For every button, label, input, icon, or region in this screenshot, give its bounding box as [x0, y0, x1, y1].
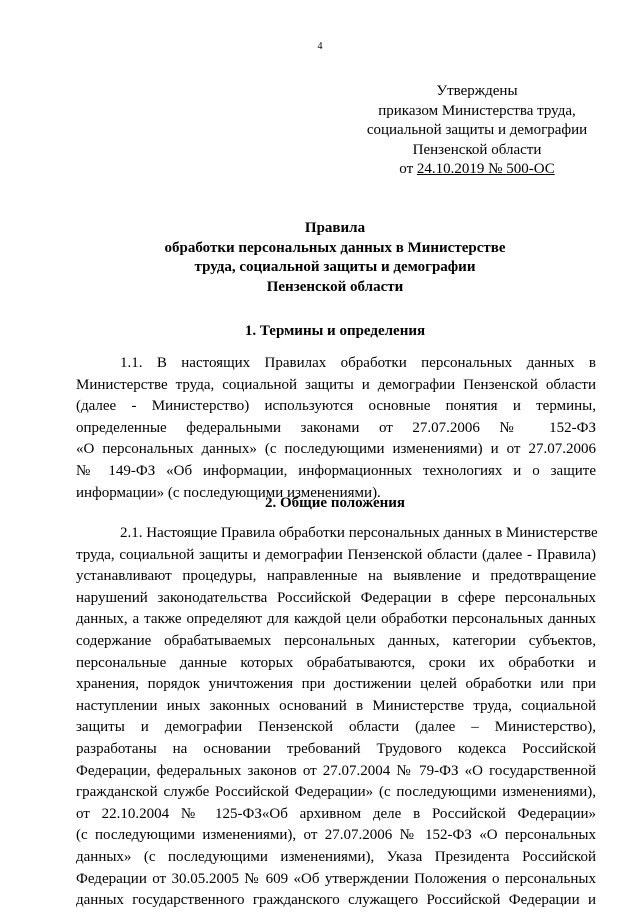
approval-date-prefix: от	[399, 161, 417, 177]
paragraph-line: Федерации, федеральных законов от 27.07.2004 № 79-ФЗ «О государственной	[76, 762, 596, 779]
paragraph-line: № 149-ФЗ «Об информации, информационных технологиях и о защите	[76, 462, 596, 479]
paragraph-line: от 22.10.2004 № 125-ФЗ«Об архивном деле в Российской Федерации»	[76, 805, 596, 822]
approval-number: 500-ОС	[506, 161, 555, 177]
paragraph-line: данных» (с последующими изменениями), Указа Президента Российской	[76, 848, 596, 865]
paragraph-line: устанавливают процедуры, направленные на выявление и предотвращение	[76, 568, 596, 585]
page-number: 4	[317, 41, 323, 52]
title-line: Правила	[304, 220, 366, 236]
paragraph-line: наступлении иных законных оснований в Министерстве труда, социальной	[76, 697, 596, 714]
approval-line: социальной защиты и демографии	[366, 122, 588, 138]
paragraph-2-1	[76, 523, 596, 912]
section-heading-terms: 1. Термины и определения	[244, 323, 426, 339]
paragraph-line: 2.1. Настоящие Правила обработки персональных данных в Министерстве	[120, 525, 598, 541]
title-line: обработки персональных данных в Министерстве	[164, 239, 506, 256]
paragraph-line: труда, социальной защиты и демографии Пензенской области (далее - Правила)	[76, 546, 596, 563]
paragraph-line: определенные федеральными законами от 27.07.2006 № 152-ФЗ	[76, 419, 596, 436]
paragraph-line: гражданской службе Российской Федерации» (с последующими изменениями),	[76, 784, 596, 801]
approval-block	[352, 82, 602, 180]
approval-date-line	[352, 160, 602, 180]
approval-line: приказом Министерства труда,	[378, 102, 576, 119]
paragraph-line: «О персональных данных» (с последующими изменениями) и от 27.07.2006	[76, 441, 596, 458]
paragraph-line: защиты и демографии Пензенской области (далее – Министерство),	[76, 719, 596, 736]
paragraph-line: информации» (с последующими изменениями).	[76, 484, 381, 501]
paragraph-line: (с последующими изменениями), от 27.07.2006 № 152-ФЗ «О персональных	[76, 827, 596, 844]
paragraph-line: Министерстве труда, социальной защиты и демографии Пензенской области	[76, 376, 596, 393]
paragraph-line: хранения, порядок уничтожения при достижении целей обработки или при	[76, 676, 596, 693]
paragraph-line: данных, а также определяют для каждой цели обработки персональных данных	[76, 611, 596, 628]
paragraph-line: 1.1. В настоящих Правилах обработки персональных данных в	[120, 355, 596, 371]
approval-number-prefix: №	[484, 161, 507, 177]
title-line: труда, социальной защиты и демографии	[194, 259, 476, 275]
approval-line: Пензенской области	[412, 141, 542, 158]
document-title	[80, 219, 590, 297]
paragraph-line: нарушений законодательства Российской Федерации в сфере персональных	[76, 589, 596, 606]
paragraph-line: содержание обрабатываемых персональных данных, категории субъектов,	[76, 632, 596, 649]
paragraph-line: данных государственного гражданского служащего Российской Федерации и	[76, 892, 596, 909]
approval-line: Утверждены	[436, 83, 518, 99]
title-line: Пензенской области	[266, 278, 404, 295]
approval-date: 24.10.2019	[416, 161, 485, 177]
paragraph-line: Федерации от 30.05.2005 № 609 «Об утверждении Положения о персональных	[76, 870, 596, 887]
paragraph-line: персональные данные которых обрабатываются, сроки их обработки и	[76, 654, 596, 671]
paragraph-line: разработаны на основании требований Трудового кодекса Российской	[76, 740, 596, 757]
paragraph-line: (далее - Министерство) используются основные понятия и термины,	[76, 398, 596, 415]
section-heading-general: 2. Общие положения	[264, 495, 406, 511]
paragraph-1-1	[76, 353, 596, 504]
